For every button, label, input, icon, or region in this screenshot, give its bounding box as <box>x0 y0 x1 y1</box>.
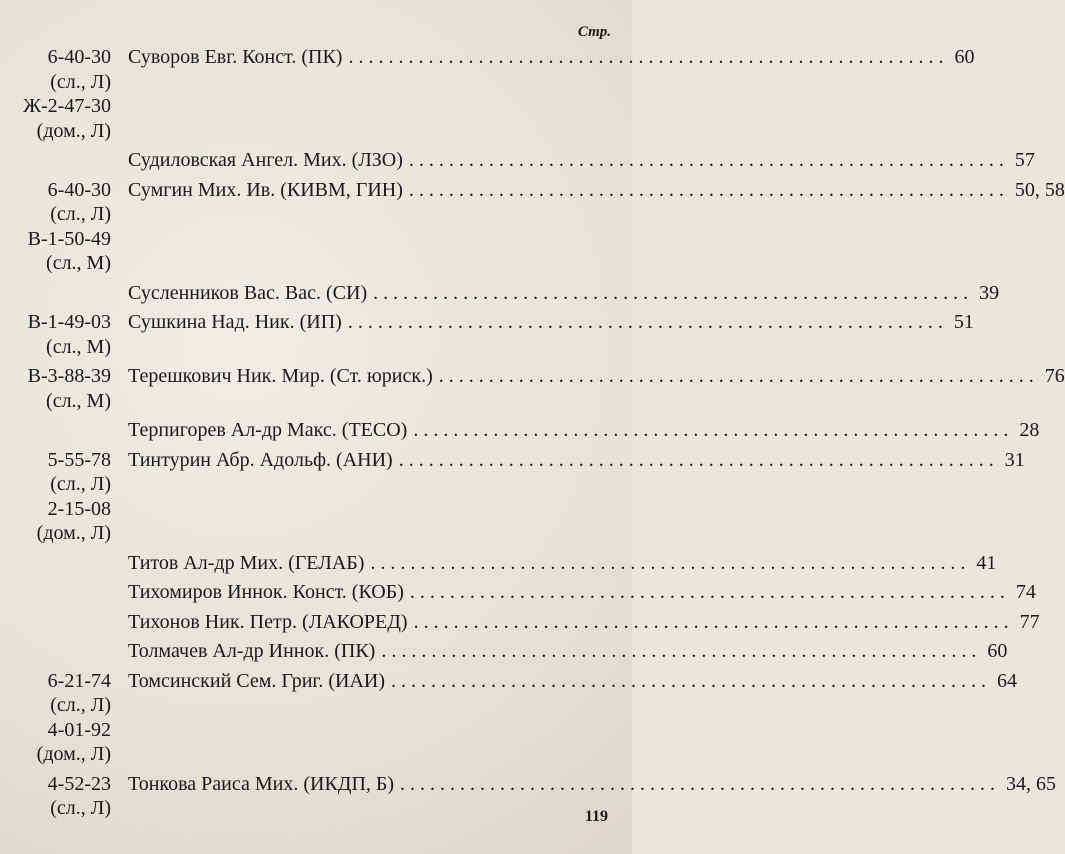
page-reference: 51 <box>953 311 974 333</box>
page-reference: 50, 58 <box>1014 178 1065 201</box>
page-reference: 39 <box>979 281 1000 304</box>
phone-line: (сл., Л) <box>50 70 111 93</box>
page-reference: 76 <box>1044 365 1065 387</box>
page-reference: 74 <box>1015 581 1036 603</box>
entry-line <box>128 364 1065 389</box>
person-name: Тинтурин Абр. Адольф. (АНИ) <box>128 448 393 471</box>
person-name: Томсинский Сем. Григ. (ИАИ) <box>128 669 385 692</box>
dot-leader: ............................................................ <box>398 448 999 471</box>
person-name: Тихонов Ник. Петр. (ЛАКОРЕД) <box>128 610 408 633</box>
index-entry <box>0 178 1065 276</box>
phone-line: (дом., Л) <box>36 743 111 765</box>
phone-line: 6-40-30 <box>47 46 111 68</box>
phone-line: (сл., Л) <box>50 203 111 225</box>
phone-line: 6-40-30 <box>47 178 111 201</box>
page-reference: 41 <box>976 551 997 574</box>
index-entry <box>0 418 1040 443</box>
page-column-header: Стр. <box>577 24 611 40</box>
entry-line <box>128 639 1007 664</box>
dot-leader: ............................................................ <box>381 640 982 662</box>
index-entry <box>0 772 1057 821</box>
dot-leader: ............................................................ <box>409 581 1010 603</box>
entry-line <box>128 281 999 306</box>
person-name: Тонкова Раиса Мих. (ИКДП, Б) <box>128 772 395 795</box>
index-entry <box>0 310 974 359</box>
index-entry <box>0 364 1065 413</box>
person-name: Суворов Евг. Конст. (ПК) <box>128 46 343 68</box>
phone-line: (сл., М) <box>46 252 111 274</box>
phone-line: 2-15-08 <box>47 497 111 520</box>
person-name: Сумгин Мих. Ив. (КИВМ, ГИН) <box>128 178 403 201</box>
person-name: Сусленников Вас. Вас. (СИ) <box>128 281 368 304</box>
entry-line <box>128 418 1039 443</box>
phone-line: (сл., Л) <box>50 797 111 819</box>
phone-block <box>0 310 111 359</box>
entry-line <box>128 580 1036 605</box>
entry-line <box>128 669 1017 694</box>
index-entry <box>0 669 1017 767</box>
person-name: Судиловская Ангел. Мих. (ЛЗО) <box>128 149 403 171</box>
dot-leader: ............................................................ <box>408 178 1009 201</box>
index-entry <box>0 610 1040 635</box>
person-name: Толмачев Ал-др Иннок. (ПК) <box>128 640 376 662</box>
index-entries <box>0 45 1065 826</box>
page-reference: 60 <box>987 640 1008 662</box>
phone-line: (сл., Л) <box>50 694 111 716</box>
dot-leader: ............................................................ <box>391 669 991 692</box>
dot-leader: ............................................................ <box>370 551 971 574</box>
dot-leader: ............................................................ <box>347 311 948 333</box>
phone-line: 5-55-78 <box>47 448 111 471</box>
person-name: Тихомиров Иннок. Конст. (КОБ) <box>128 581 404 603</box>
phone-block <box>0 364 111 413</box>
page-reference: 77 <box>1019 610 1040 633</box>
phone-block <box>0 448 111 546</box>
entry-line <box>128 772 1056 797</box>
index-entry <box>0 281 1000 306</box>
entry-spacer <box>0 821 632 826</box>
dot-leader: ............................................................ <box>373 281 974 304</box>
entry-line <box>128 610 1040 635</box>
phone-line: (сл., Л) <box>50 473 111 495</box>
page-reference: 31 <box>1004 448 1025 471</box>
entry-line <box>128 448 1025 473</box>
phone-line: (сл., М) <box>46 335 111 358</box>
index-entry <box>0 639 1008 664</box>
phone-line: В-3-88-39 <box>27 365 111 387</box>
entry-line <box>128 45 974 70</box>
phone-line: Ж-2-47-30 <box>23 95 111 117</box>
phone-line: (сл., М) <box>46 389 111 412</box>
page-reference: 57 <box>1014 149 1035 171</box>
page-reference: 60 <box>954 46 975 68</box>
index-entry <box>0 551 997 576</box>
index-entry <box>0 148 1035 173</box>
phone-block <box>0 669 111 767</box>
index-entry <box>0 580 1036 605</box>
person-name: Сушкина Над. Ник. (ИП) <box>128 311 342 333</box>
dot-leader: ............................................................ <box>408 149 1009 171</box>
entry-line <box>128 310 974 335</box>
phone-block <box>0 772 111 821</box>
person-name: Терешкович Ник. Мир. (Ст. юриск.) <box>128 365 433 387</box>
dot-leader: ............................................................ <box>348 46 949 68</box>
dot-leader: ............................................................ <box>413 419 1014 441</box>
person-name: Титов Ал-др Мих. (ГЕЛАБ) <box>128 551 365 574</box>
phone-line: (дом., Л) <box>36 119 111 142</box>
page-reference: 64 <box>997 669 1017 692</box>
phone-line: 4-52-23 <box>47 772 111 795</box>
page-number: 119 <box>584 808 608 825</box>
dot-leader: ............................................................ <box>400 772 1001 795</box>
phone-block <box>0 45 111 143</box>
person-name: Терпигорев Ал-др Макс. (ТЕСО) <box>128 419 408 441</box>
index-entry <box>0 45 975 143</box>
index-entry <box>0 448 1025 546</box>
phone-line: 6-21-74 <box>47 669 111 692</box>
dot-leader: ............................................................ <box>438 365 1039 387</box>
phone-line: 4-01-92 <box>47 718 111 741</box>
entry-line <box>128 178 1065 203</box>
entry-line <box>128 148 1035 173</box>
phone-line: В-1-50-49 <box>27 227 111 250</box>
page-reference: 34, 65 <box>1006 772 1057 795</box>
phone-line: (дом., Л) <box>36 522 111 544</box>
page-reference: 28 <box>1019 419 1040 441</box>
dot-leader: ............................................................ <box>413 610 1014 633</box>
phone-line: В-1-49-03 <box>27 311 111 333</box>
phone-block <box>0 178 111 276</box>
entry-line <box>128 551 996 576</box>
